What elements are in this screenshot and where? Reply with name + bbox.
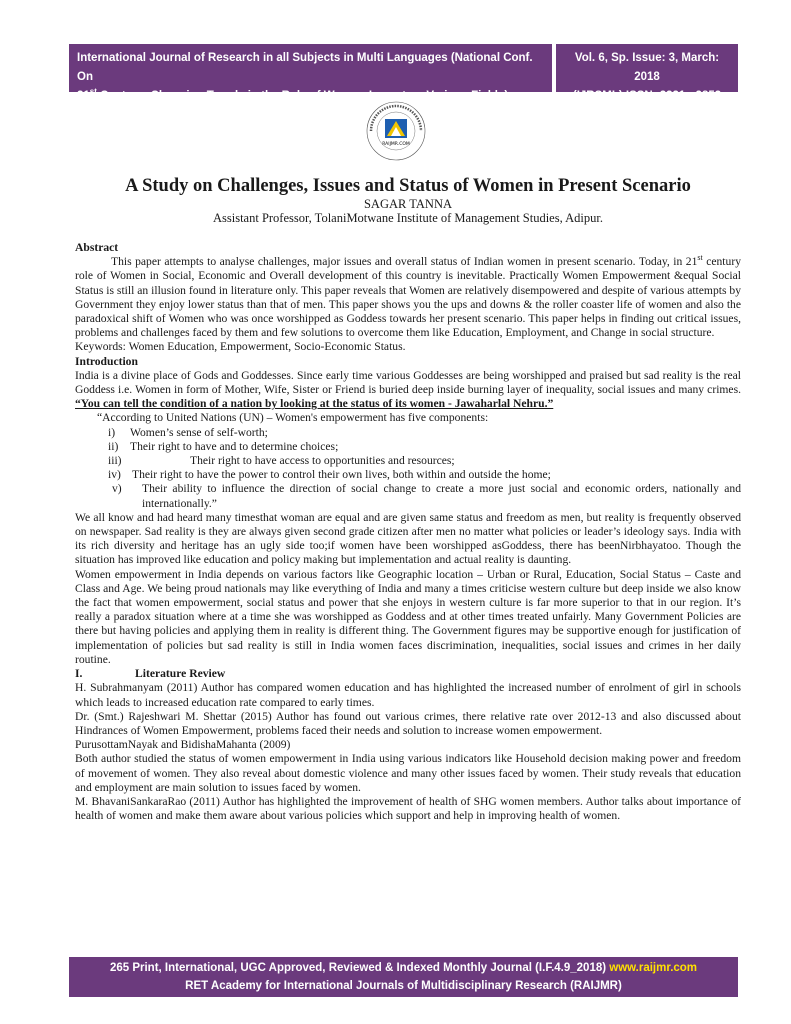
list-item: iv) Their right to have the power to control their own lives, both within and outside the home; [108,468,551,482]
intro-paragraph-3: Women empowerment in India depends on various factors like Geographic location – Urban or Rural, Education, Social Status – Caste and Class and Age. We being proud nationals may like everything of India and many a times criticise western culture but deep inside we also know the fact that women empowerment, social status and power that she enjoys in western culture is far more superior to that in our region. It’s really a paradox situation where at a time she was worshipped as Goddess and at other times treated unfairly. Many Government Policies are there but having policies and applying them in reality is different thing. The Government figures may be supportive enough for justification of implementation of policies but sad reality is still in India women faces discrimination, inequalities, social issues and crimes in her daily routine. [75,567,741,666]
literature-paragraph: PurusottamNayak and BidishaMahanta (2009) [75,738,291,752]
un-quote-intro: “According to United Nations (UN) – Women's empowerment has five components: [97,411,489,425]
abstract-heading: Abstract [75,241,119,254]
journal-name-line1: International Journal of Research in all Subjects in Multi Languages (National Conf. On [77,52,533,83]
nehru-quote: “You can tell the condition of a nation by looking at the status of its women - Jawaharlal Nehru.” [75,397,554,411]
literature-heading: I. Literature Review [75,667,226,681]
list-item: i) Women’s sense of self-worth; [108,425,268,439]
author-name: SAGAR TANNA [363,197,452,211]
literature-paragraph: H. Subrahmanyam (2011) Author has compared women education and has highlighted the increased number of enrolment of girl in schools which leads to increased education rate compared to early times. [75,681,741,709]
footer-url[interactable]: www.raijmr.com [609,962,698,974]
issn-info: (IJRSML) ISSN: 2321 - 2853 [572,90,722,102]
page-number: 265 [109,962,130,974]
footer-line-2: RET Academy for International Journals of Multidisciplinary Research (RAIJMR) [185,980,622,992]
list-item: iii) Their right to have access to opportunities and resources; [108,454,455,468]
list-item: v) Their ability to influence the direction of social change to create a more just social and economic orders, nationally and internationally.” [112,482,741,510]
author-affiliation: Assistant Professor, TolaniMotwane Institute of Management Studies, Adipur. [212,211,604,225]
journal-header [69,44,552,102]
journal-footer [69,957,738,997]
literature-paragraph: M. BhavaniSankaraRao (2011) Author has highlighted the improvement of health of SHG women members. Author talks about importance of health of women and make them aware about various policies which support and help in improving health of women. [75,794,741,823]
introduction-heading: Introduction [75,354,138,368]
paper-title: A Study on Challenges, Issues and Status of Women in Present Scenario [125,176,691,196]
abstract-text: This paper attempts to analyse challenges, major issues and overall status of Indian women in present scenario. Today, in 21st century role of Women in Social, Economic and Overall development of this country is inevitable. Practically Women Empowerment &equal Social Status is still an illusion found in literature only. This paper reveals that Women are relatively disempowered and despite of various attempts by Government they enjoy lower status than that of men. This paper shows you the ups and downs & the roller coaster life of women and also the paradoxical shift of Women who was once worshipped as Goddess towards her present scenario. This paper helps in finding out critical issues, problems and challenges faced by them and few solutions to overcome them like Education, Employment, and Change in social structure. [75,253,741,340]
paper-body [75,241,741,823]
intro-paragraph-1: India is a divine place of Gods and Goddesses. Since early time various Goddesses are being worshipped and praised but sad reality is the real Goddess i.e. Women in form of Mother, Wife, Sister or Friend is buried deep inside burning layer of inequality, social issues and many crimes. “You can tell the condition of a nation by looking at the status of its women - Jawaharlal Nehru.” [75,368,741,411]
list-item: ii) Their right to have and to determine choices; [108,439,339,453]
volume-info: Vol. 6, Sp. Issue: 3, March: 2018 [574,52,720,83]
intro-paragraph-2: We all know and had heard many timesthat woman are equal and are given same status and freedom as men, but reality is frequently observed on newspaper. Sad reality is they are always given second grade citizen after men no matter what policies or leader’s ideology says. India with its rich diversity and heritage has an ugly side too;if women have been worshipped asGoddess, there has beenNirbhayatoo. Though the situation has improved like education and policy making but implementation and actual reality is daunting. [75,510,741,567]
footer-line-1: 265 Print, International, UGC Approved, Reviewed & Indexed Monthly Journal (I.F.4.9_2018) www.raijmr.com [109,962,698,974]
keywords: Keywords: Women Education, Empowerment, Socio-Economic Status. [75,340,406,354]
svg-text:RAIJMR.COM: RAIJMR.COM [382,142,410,147]
literature-paragraph: Both author studied the status of women empowerment in India using various indicators like Household decision making power and freedom of movement of women. They also reveal about domestic violence and many other issues faced by women. Their study reveals that education and employment are main solution to issues faced by women. [75,752,741,794]
issue-info [556,44,738,102]
journal-name-line2: 21st Century: Changing Trends in the Role of Women-Impact on Various Fields) [77,87,509,102]
literature-paragraph: Dr. (Smt.) Rajeshwari M. Shettar (2015) Author has found out various crimes, there relative rate over 2012-13 and also discussed about Hindrances of Women Empowerment, problems faced their needs and solution to increase women empowerment. [75,709,741,737]
journal-logo [365,100,427,162]
